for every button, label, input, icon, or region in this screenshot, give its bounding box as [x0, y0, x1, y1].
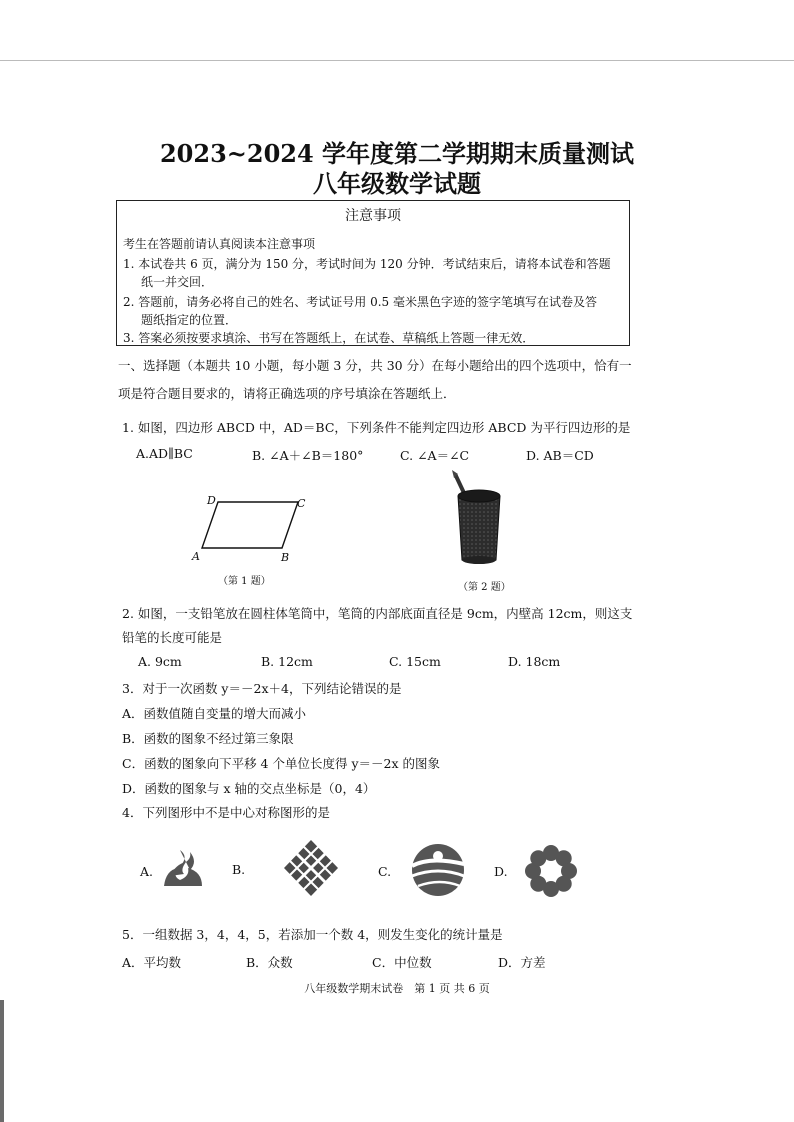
interlaced-knot-icon: [282, 838, 340, 898]
q3-option-c: C．函数的图象向下平移 4 个单位长度得 y＝－2x 的图象: [122, 756, 440, 771]
q4-option-d-label: D.: [494, 864, 508, 879]
q2-figure-caption: （第 2 题）: [458, 582, 511, 593]
q1-figure-caption: （第 1 题）: [218, 576, 271, 587]
notice-item-1-cont: 纸一并交回．: [141, 275, 214, 289]
scan-shadow: [0, 1000, 4, 1122]
q4-option-a-label: A.: [140, 864, 154, 879]
q2-option-a: A. 9cm: [138, 654, 182, 669]
q2-stem-line-2: 铅笔的长度可能是: [122, 630, 223, 645]
scan-edge-line: [0, 60, 794, 61]
exam-subtitle: 八年级数学试题: [313, 169, 481, 198]
flame-stack-logo-icon: [158, 846, 206, 888]
notice-box: [116, 200, 630, 346]
q1-option-c: C. ∠A＝∠C: [400, 448, 470, 463]
exam-title: 2023~2024 学年度第二学期期末质量测试: [159, 139, 635, 168]
q2-option-c: C. 15cm: [389, 654, 441, 669]
q1-stem: 1. 如图，四边形 ABCD 中，AD＝BC，下列条件不能判定四边形 ABCD 为平行四边形的是: [122, 420, 631, 435]
q4-option-b-label: B.: [232, 862, 246, 877]
q5-option-a: A．平均数: [122, 955, 182, 970]
vertex-label-a: A: [192, 550, 200, 563]
vertex-label-d: D: [207, 494, 216, 507]
q2-option-d: D. 18cm: [508, 654, 561, 669]
q4-option-c-label: C.: [378, 864, 392, 879]
q3-stem: 3．对于一次函数 y＝－2x＋4，下列结论错误的是: [122, 681, 402, 696]
notice-item-2-cont: 题纸指定的位置．: [141, 313, 238, 327]
q2-option-b: B. 12cm: [261, 654, 313, 669]
q4-stem: 4．下列图形中不是中心对称图形的是: [122, 805, 330, 820]
notice-heading: 注意事项: [345, 208, 401, 224]
vertex-label-b: B: [281, 551, 290, 564]
q5-stem: 5．一组数据 3，4，4，5，若添加一个数 4，则发生变化的统计量是: [122, 927, 503, 942]
page-footer: 八年级数学期末试卷 第 1 页 共 6 页: [304, 982, 490, 995]
flower-ring-icon: [524, 844, 578, 898]
q5-option-d: D．方差: [498, 955, 546, 970]
q1-option-d: D. AB＝CD: [526, 448, 594, 463]
q2-stem-line-1: 2. 如图，一支铅笔放在圆柱体笔筒中，笔筒的内部底面直径是 9cm，内壁高 12cm，则这支: [122, 606, 633, 621]
pencil-cup-icon: [438, 470, 518, 574]
q5-option-c: C．中位数: [372, 955, 432, 970]
vertex-label-c: C: [297, 497, 306, 510]
q3-option-a: A．函数值随自变量的增大而减小: [122, 706, 307, 721]
notice-item-2: 2. 答题前，请务必将自己的姓名、考试证号用 0.5 毫米黑色字迹的签字笔填写在试卷及答: [123, 295, 597, 309]
q3-option-b: B．函数的图象不经过第三象限: [122, 731, 294, 746]
q1-option-b: B. ∠A＋∠B＝180°: [252, 448, 364, 463]
parallelogram-shape: [202, 502, 298, 548]
notice-item-3: 3. 答案必须按要求填涂、书写在答题纸上，在试卷、草稿纸上答题一律无效．: [123, 331, 535, 345]
notice-intro: 考生在答题前请认真阅读本注意事项: [123, 237, 316, 251]
q5-option-b: B．众数: [246, 955, 293, 970]
swirl-circle-logo-icon: [410, 842, 466, 898]
notice-item-1: 1. 本试卷共 6 页，满分为 150 分，考试时间为 120 分钟．考试结束后，请将本试卷和答题: [123, 257, 611, 271]
section-1-line-1: 一、选择题（本题共 10 小题，每小题 3 分，共 30 分）在每小题给出的四个选项中，恰有一: [118, 358, 632, 373]
q3-option-d: D．函数的图象与 x 轴的交点坐标是（0，4）: [122, 781, 376, 796]
section-1-line-2: 项是符合题目要求的，请将正确选项的序号填涂在答题纸上．: [118, 386, 456, 401]
q1-option-a: A.AD∥BC: [136, 446, 193, 461]
